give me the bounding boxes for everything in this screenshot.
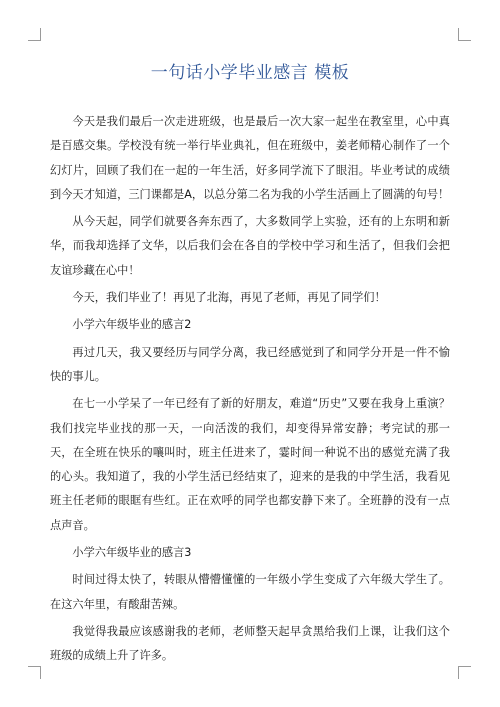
paragraph-six-years: 时间过得太快了，转眼从懵懵懂懂的一年级小学生变成了六年级大学生了。在这六年里，有酸甜苦辣。 — [50, 573, 450, 611]
paragraph-goodbye: 今天，我们毕业了！再见了北海，再见了老师，再见了同学们！ — [72, 291, 386, 305]
page-title: 一句话小学毕业感言 模板 — [150, 63, 350, 83]
crop-mark-bottom-left — [28, 666, 41, 679]
paragraph-qiyi-school: 在七一小学呆了一年已经有了新的好朋友，难道“历史”又要在我身上重演？我们找完毕业找的那一天，一向活泼的我们，却变得异常安静；考完试的那一天，在全班在快乐的嚷叫时，班主任进来了，霎时间一种说不出的感觉充满了我的心头。我知道了，我的小学生活已经结束了，迎来的是我的中学生活，我看见班主任老师的眼眶有些红。正在欢呼的同学也都安静下来了。全班静的没有一点点声音。 — [50, 397, 450, 532]
section-heading-3: 小学六年级毕业的感言3 — [72, 546, 192, 560]
crop-mark-top-left — [28, 28, 41, 41]
paragraph-intro: 今天是我们最后一次走进班级，也是最后一次大家一起坐在教室里，心中真是百感交集。学校没有统一举行毕业典礼，但在班级中，姜老师精心制作了一个幻灯片，回顾了我们在一起的一年生活，好多同学流下了眼泪。毕业考试的成绩到今天才知道，三门课都是A，以总分第二名为我的小学生活画上了圆满的句号！ — [50, 115, 450, 201]
paragraph-farewell: 从今天起，同学们就要各奔东西了，大多数同学上实验，还有的上东明和新华，而我却选择了文华，以后我们会在各自的学校中学习和生活了，但我们会把友谊珍藏在心中！ — [50, 215, 450, 277]
document-body — [50, 110, 450, 672]
crop-mark-top-right — [458, 28, 471, 41]
crop-mark-bottom-right — [458, 666, 471, 679]
section-heading-2: 小学六年级毕业的感言2 — [72, 318, 192, 332]
paragraph-thanks-teacher: 我觉得我最应该感谢我的老师，老师整天起早贪黑给我们上课，让我们这个班级的成绩上升了许多。 — [50, 624, 450, 663]
paragraph-separation: 再过几天，我又要经历与同学分离，我已经感觉到了和同学分开是一件不愉快的事儿。 — [50, 345, 450, 383]
